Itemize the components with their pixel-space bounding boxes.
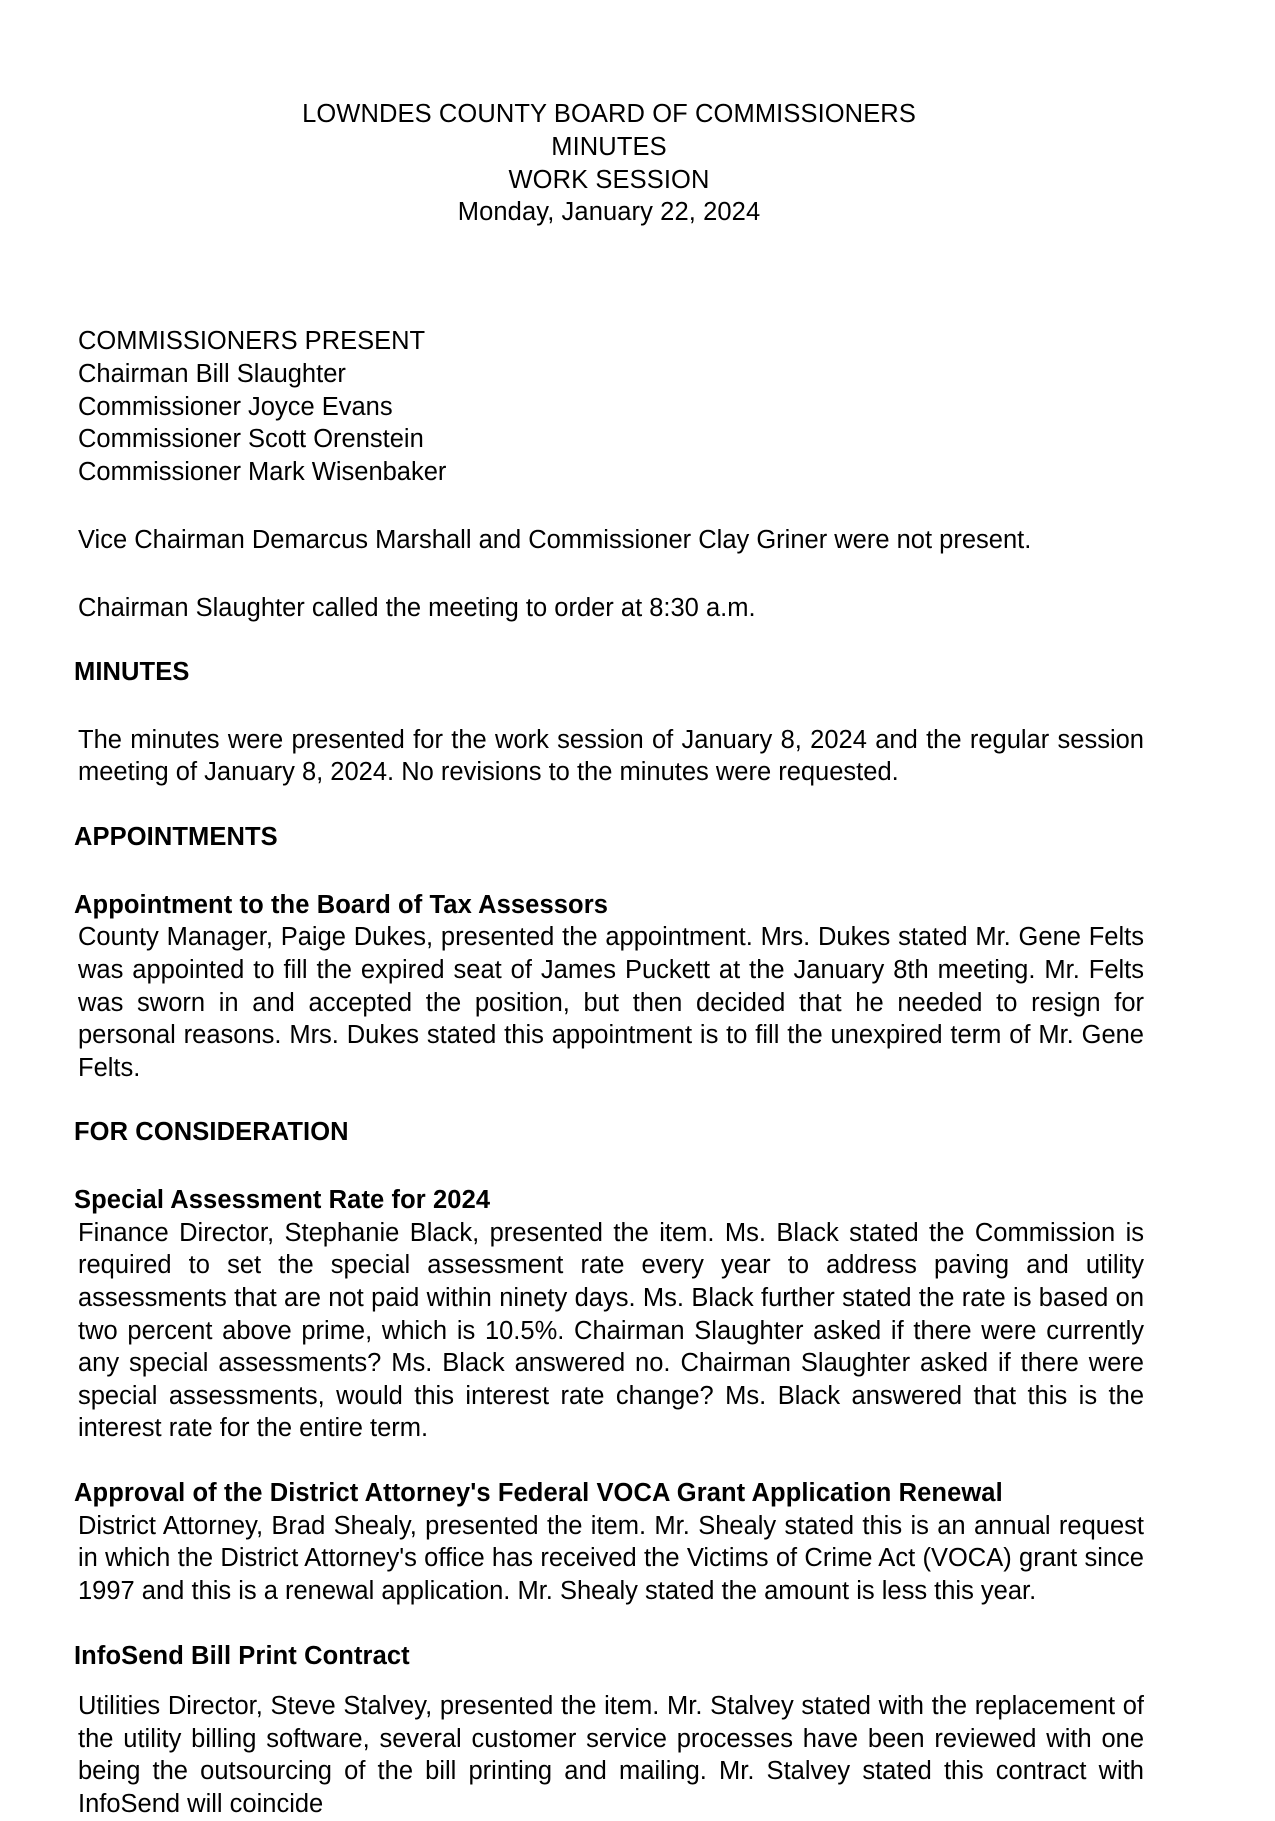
for-consideration-heading-gap [74, 1084, 1144, 1116]
document-content [74, 0, 1144, 1821]
commissioners-present-block [74, 325, 1144, 489]
title-line-session-type: WORK SESSION [508, 165, 710, 194]
infosend-body-gap [74, 1672, 1144, 1690]
item-title-tax-assessors-appointment: Appointment to the Board of Tax Assessors [74, 890, 608, 919]
call-to-order: Chairman Slaughter called the meeting to order at 8:30 a.m. [78, 593, 756, 622]
section-heading-minutes: MINUTES [74, 658, 190, 687]
item-title-special-assessment-rate: Special Assessment Rate for 2024 [74, 1186, 491, 1215]
appointments-item-gap [74, 854, 1144, 889]
infosend-item-gap [74, 1608, 1144, 1640]
absent-note: Vice Chairman Demarcus Marshall and Commissioner Clay Griner were not present. [78, 525, 1032, 554]
title-line-organization: LOWNDES COUNTY BOARD OF COMMISSIONERS [302, 100, 916, 128]
commissioner-orenstein: Commissioner Scott Orenstein [78, 425, 424, 454]
minutes-heading-gap [74, 624, 1144, 656]
voca-item-gap [74, 1445, 1144, 1477]
commissioners-present-heading: COMMISSIONERS PRESENT [78, 327, 426, 356]
item-body-voca-grant-renewal: District Attorney, Brad Shealy, presented the item. Mr. Shealy stated this is an annual request in which the District Attorney's office has received the Victims of Crime Act (VOCA) grant since 1997 and this is a renewal application. Mr. Shealy stated the amount is less this year. [78, 1511, 1144, 1605]
minutes-body: The minutes were presented for the work session of January 8, 2024 and the regular session meeting of January 8, 2024. No revisions to the minutes were requested. [78, 725, 1144, 787]
item-body-infosend-bill-print-contract: Utilities Director, Steve Stalvey, presented the item. Mr. Stalvey stated with the replacement of the utility billing software, several customer service processes have been reviewed with one being the outsourcing of the bill printing and mailing. Mr. Stalvey stated this contract with InfoSend will coincide [78, 1692, 1144, 1819]
absent-gap [74, 557, 1144, 592]
section-heading-for-consideration: FOR CONSIDERATION [74, 1118, 349, 1147]
for-consideration-item-gap [74, 1149, 1144, 1184]
commissioner-chairman: Chairman Bill Slaughter [78, 359, 346, 388]
commissioner-wisenbaker: Commissioner Mark Wisenbaker [78, 458, 447, 487]
document-title-block [74, 0, 1144, 229]
minutes-body-gap [74, 689, 1144, 724]
title-body-spacer [74, 229, 1144, 325]
commissioner-evans: Commissioner Joyce Evans [78, 392, 393, 421]
title-line-date: Monday, January 22, 2024 [457, 198, 761, 227]
item-body-special-assessment-rate: Finance Director, Stephanie Black, presented the item. Ms. Black stated the Commission is required to set the special assessment rate every year to address paving and utility assessments that are not paid within ninety days. Ms. Black further stated the rate is based on two percent above prime, which is 10.5%. Chairman Slaughter asked if there were currently any special assessments? Ms. Black answered no. Chairman Slaughter asked if there were special assessments, would this interest rate change? Ms. Black answered that this is the interest rate for the entire term. [78, 1218, 1144, 1443]
title-line-minutes: MINUTES [551, 132, 667, 161]
item-body-tax-assessors-appointment: County Manager, Paige Dukes, presented the appointment. Mrs. Dukes stated Mr. Gene Felts was appointed to fill the expired seat of James Puckett at the January 8th meeting. Mr. Felts was sworn in and accepted the position, but then decided that he needed to resign for personal reasons. Mrs. Dukes stated this appointment is to fill the unexpired term of Mr. Gene Felts. [78, 923, 1144, 1082]
item-title-infosend-bill-print-contract: InfoSend Bill Print Contract [74, 1641, 410, 1670]
roster-gap [74, 489, 1144, 524]
section-heading-appointments: APPOINTMENTS [74, 823, 278, 852]
appointments-heading-gap [74, 789, 1144, 821]
item-title-voca-grant-renewal: Approval of the District Attorney's Federal VOCA Grant Application Renewal [74, 1479, 1003, 1508]
